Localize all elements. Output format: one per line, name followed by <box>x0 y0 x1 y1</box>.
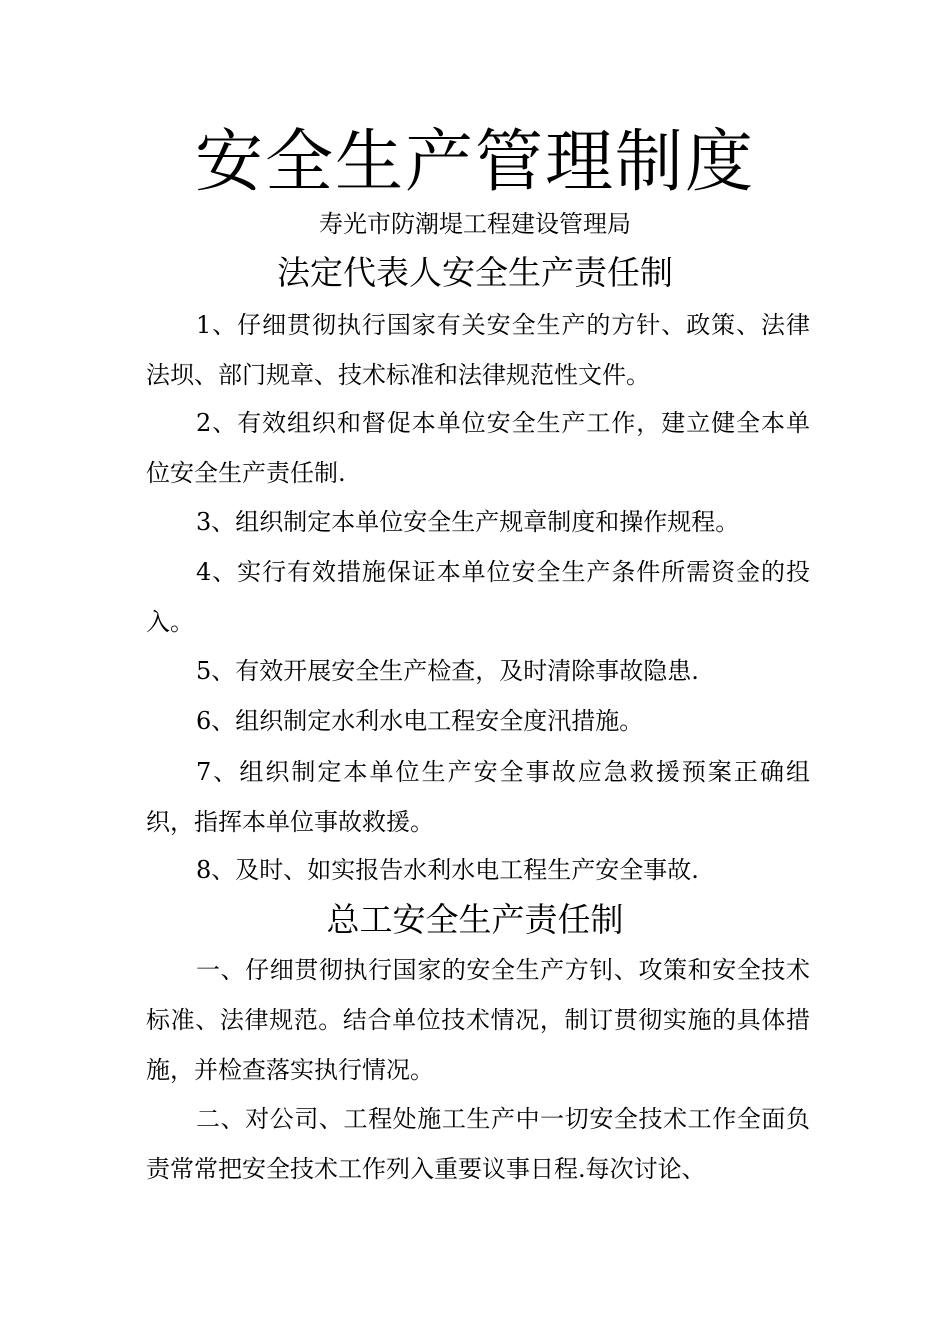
paragraph-item: 一、仔细贯彻执行国家的安全生产方钊、攻策和安全技术标准、法律规范。结合单位技术情况，制订贯彻实施的具体措施，并检查落实执行情况。 <box>146 956 810 1084</box>
paragraph-item: 6、组织制定水利水电工程安全度汛措施。 <box>196 707 644 735</box>
paragraph-item: 8、及时、如实报告水利水电工程生产安全事故. <box>196 856 699 884</box>
paragraph-item: 4、实行有效措施保证本单位安全生产条件所需资金的投入。 <box>146 558 810 636</box>
paragraph-item: 1、仔细贯彻执行国家有关安全生产的方针、政策、法律法坝、部门规章、技术标准和法律规范性文件。 <box>146 311 810 389</box>
paragraph-item: 3、组织制定本单位安全生产规章制度和操作规程。 <box>196 508 740 536</box>
section-heading-legal-representative: 法定代表人安全生产责任制 <box>277 253 673 292</box>
paragraph-item: 5、有效开展安全生产检查，及时清除事故隐患. <box>196 657 699 685</box>
document-title: 安全生产管理制度 <box>194 123 755 202</box>
paragraph-item: 7、组织制定本单位生产安全事故应急救援预案正确组织，指挥本单位事故救援。 <box>146 758 810 836</box>
document-subtitle: 寿光市防潮堤工程建设管理局 <box>319 210 631 238</box>
paragraph-item: 二、对公司、工程处施工生产中一切安全技术工作全面负责常常把安全技术工作列入重要议事日程.每次讨论、 <box>146 1105 810 1183</box>
section-heading-chief-engineer: 总工安全生产责任制 <box>326 900 624 939</box>
paragraph-item: 2、有效组织和督促本单位安全生产工作，建立健全本单位安全生产责任制. <box>146 409 810 487</box>
